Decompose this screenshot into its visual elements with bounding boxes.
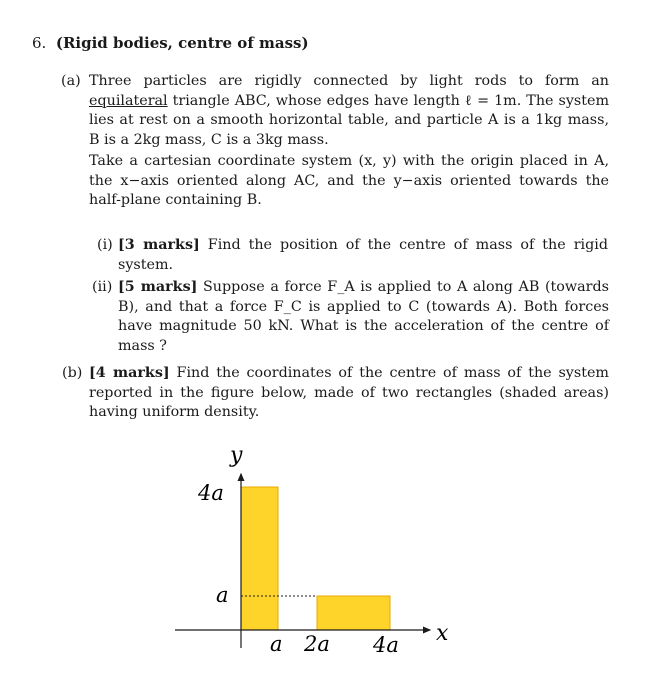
part-a-ii-text: [5 marks] Suppose a force F_A is applied to A along AB (towards B), and that a force F_C is applied to C (towards A). Both forces have magnitude 50 kN. What is the acceleration of the centre of mass ? xyxy=(118,279,609,354)
part-a-i-text: [3 marks] Find the position of the centre of mass of the rigid system. xyxy=(118,237,608,273)
problem-title: (Rigid bodies, centre of mass) xyxy=(55,34,309,52)
problem-number: 6. xyxy=(32,34,47,52)
part-a-paragraph-1: Three particles are rigidly connected by light rods to form an equilateral triangle ABC, whose edges have length ℓ = 1m. The system lies at rest on a smooth horizontal table, and particle A is a 1kg mass, B is a 2kg mass, C is a 3kg mass. xyxy=(89,73,609,148)
y-tick-a: a xyxy=(216,583,229,607)
horizontal-rectangle xyxy=(317,596,390,630)
x-axis-label: x xyxy=(436,621,449,646)
part-a-paragraph-2: Take a cartesian coordinate system (x, y) with the origin placed in A, the x−axis oriented along AC, and the y−axis oriented towards the half-plane containing B. xyxy=(89,153,609,208)
part-b-label: (b) xyxy=(62,365,83,381)
part-b-text: [4 marks] Find the coordinates of the centre of mass of the system reported in the figure below, made of two rectangles (shaded areas) having uniform density. xyxy=(89,365,609,420)
x-tick-4a: 4a xyxy=(373,633,399,657)
x-tick-2a: 2a xyxy=(304,632,330,656)
vertical-rectangle xyxy=(241,487,278,630)
y-axis-label: y xyxy=(230,443,243,468)
part-a-label: (a) xyxy=(61,73,81,89)
part-a-ii-label: (ii) xyxy=(92,279,113,295)
part-a-i-label: (i) xyxy=(97,237,113,253)
x-tick-a: a xyxy=(270,632,283,656)
y-tick-4a: 4a xyxy=(198,481,224,505)
